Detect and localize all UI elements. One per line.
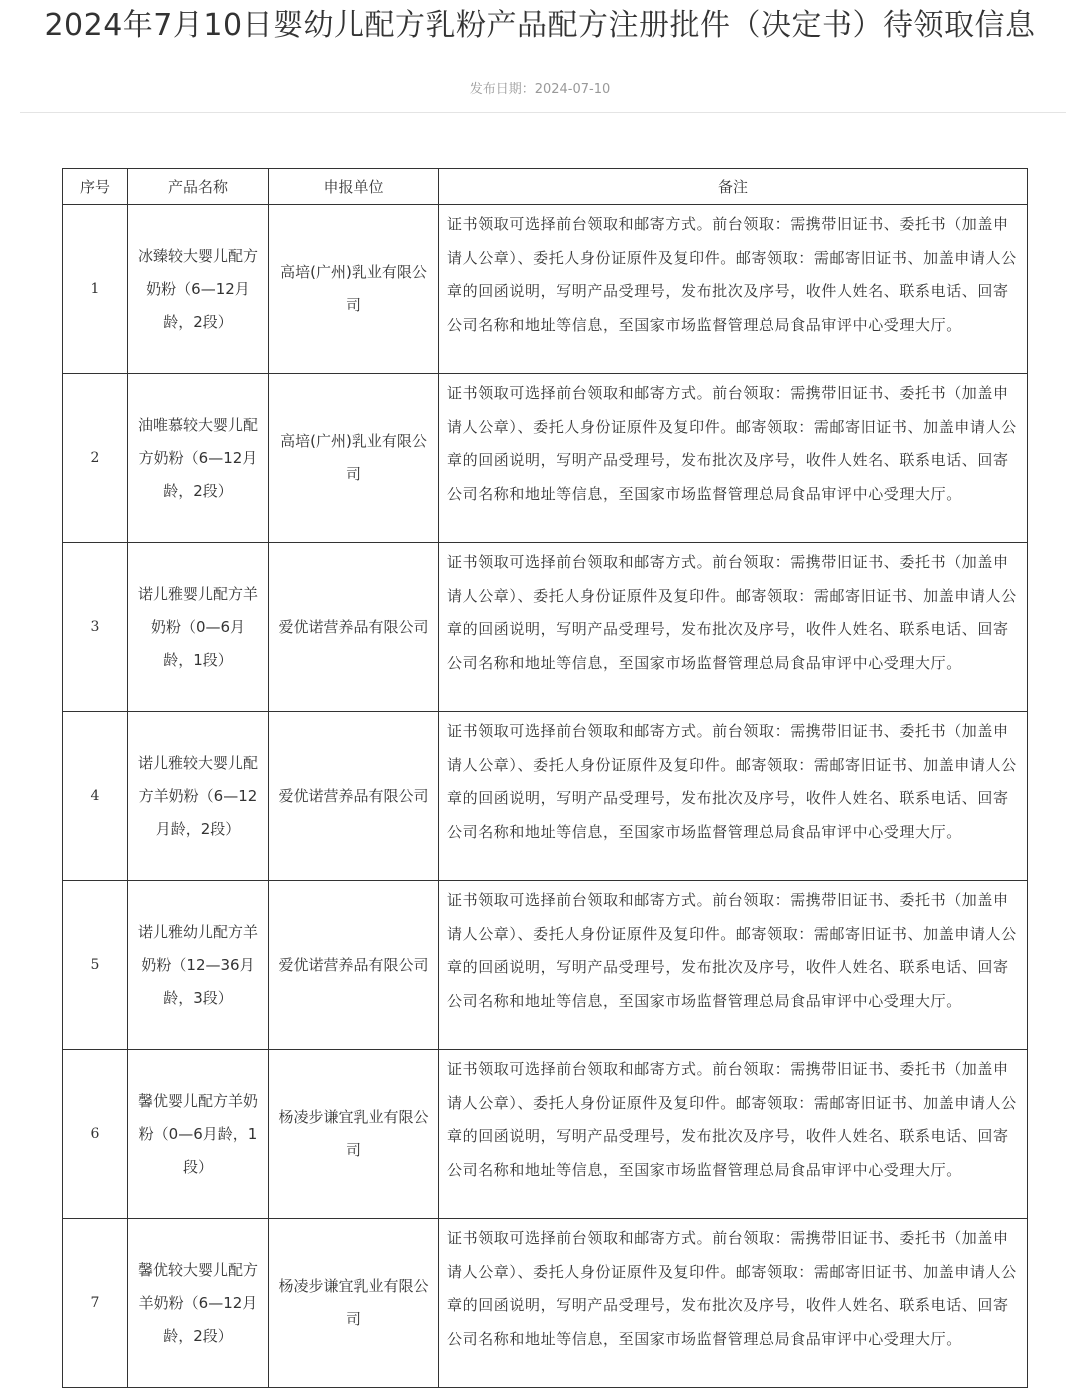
table-row <box>63 881 1028 1050</box>
row-note: 证书领取可选择前台领取和邮寄方式。前台领取：需携带旧证书、委托书（加盖申请人公章）、委托人身份证原件及复印件。邮寄领取：需邮寄旧证书、加盖申请人公章的回函说明，写明产品受理号，发布批次及序号，收件人姓名、联系电话、回寄公司名称和地址等信息，至国家市场监督管理总局食品审评中心受理大厅。 <box>439 374 1028 543</box>
table-row <box>63 712 1028 881</box>
header-product: 产品名称 <box>128 169 269 205</box>
info-table <box>62 168 1028 1388</box>
row-product: 诺儿雅较大婴儿配方羊奶粉（6—12月龄，2段） <box>128 712 269 881</box>
row-index: 7 <box>63 1219 128 1388</box>
row-index: 2 <box>63 374 128 543</box>
header-note: 备注 <box>439 169 1028 205</box>
table-row <box>63 374 1028 543</box>
row-org: 爱优诺营养品有限公司 <box>269 881 439 1050</box>
row-index: 5 <box>63 881 128 1050</box>
row-index: 4 <box>63 712 128 881</box>
row-index: 1 <box>63 205 128 374</box>
table-header-row <box>63 169 1028 205</box>
row-org: 高培(广州)乳业有限公司 <box>269 374 439 543</box>
row-org: 杨凌步谦宜乳业有限公司 <box>269 1050 439 1219</box>
row-product: 油唯慕较大婴儿配方奶粉（6—12月龄，2段） <box>128 374 269 543</box>
row-product: 诺儿雅幼儿配方羊奶粉（12—36月龄，3段） <box>128 881 269 1050</box>
row-note: 证书领取可选择前台领取和邮寄方式。前台领取：需携带旧证书、委托书（加盖申请人公章）、委托人身份证原件及复印件。邮寄领取：需邮寄旧证书、加盖申请人公章的回函说明，写明产品受理号，发布批次及序号，收件人姓名、联系电话、回寄公司名称和地址等信息，至国家市场监督管理总局食品审评中心受理大厅。 <box>439 712 1028 881</box>
divider <box>20 112 1066 113</box>
row-product: 馨优婴儿配方羊奶粉（0—6月龄，1段） <box>128 1050 269 1219</box>
row-org: 杨凌步谦宜乳业有限公司 <box>269 1219 439 1388</box>
row-note: 证书领取可选择前台领取和邮寄方式。前台领取：需携带旧证书、委托书（加盖申请人公章）、委托人身份证原件及复印件。邮寄领取：需邮寄旧证书、加盖申请人公章的回函说明，写明产品受理号，发布批次及序号，收件人姓名、联系电话、回寄公司名称和地址等信息，至国家市场监督管理总局食品审评中心受理大厅。 <box>439 1219 1028 1388</box>
header-index: 序号 <box>63 169 128 205</box>
table-row <box>63 1050 1028 1219</box>
row-index: 3 <box>63 543 128 712</box>
row-index: 6 <box>63 1050 128 1219</box>
row-org: 爱优诺营养品有限公司 <box>269 712 439 881</box>
table-row <box>63 543 1028 712</box>
row-note: 证书领取可选择前台领取和邮寄方式。前台领取：需携带旧证书、委托书（加盖申请人公章）、委托人身份证原件及复印件。邮寄领取：需邮寄旧证书、加盖申请人公章的回函说明，写明产品受理号，发布批次及序号，收件人姓名、联系电话、回寄公司名称和地址等信息，至国家市场监督管理总局食品审评中心受理大厅。 <box>439 205 1028 374</box>
row-note: 证书领取可选择前台领取和邮寄方式。前台领取：需携带旧证书、委托书（加盖申请人公章）、委托人身份证原件及复印件。邮寄领取：需邮寄旧证书、加盖申请人公章的回函说明，写明产品受理号，发布批次及序号，收件人姓名、联系电话、回寄公司名称和地址等信息，至国家市场监督管理总局食品审评中心受理大厅。 <box>439 543 1028 712</box>
row-org: 高培(广州)乳业有限公司 <box>269 205 439 374</box>
row-org: 爱优诺营养品有限公司 <box>269 543 439 712</box>
header-org: 申报单位 <box>269 169 439 205</box>
row-product: 馨优较大婴儿配方羊奶粉（6—12月龄，2段） <box>128 1219 269 1388</box>
table-row <box>63 1219 1028 1388</box>
publish-date: 发布日期：2024-07-10 <box>469 82 611 97</box>
table-row <box>63 205 1028 374</box>
row-note: 证书领取可选择前台领取和邮寄方式。前台领取：需携带旧证书、委托书（加盖申请人公章）、委托人身份证原件及复印件。邮寄领取：需邮寄旧证书、加盖申请人公章的回函说明，写明产品受理号，发布批次及序号，收件人姓名、联系电话、回寄公司名称和地址等信息，至国家市场监督管理总局食品审评中心受理大厅。 <box>439 1050 1028 1219</box>
row-note: 证书领取可选择前台领取和邮寄方式。前台领取：需携带旧证书、委托书（加盖申请人公章）、委托人身份证原件及复印件。邮寄领取：需邮寄旧证书、加盖申请人公章的回函说明，写明产品受理号，发布批次及序号，收件人姓名、联系电话、回寄公司名称和地址等信息，至国家市场监督管理总局食品审评中心受理大厅。 <box>439 881 1028 1050</box>
row-product: 冰臻较大婴儿配方奶粉（6—12月龄，2段） <box>128 205 269 374</box>
page-title: 2024年7月10日婴幼儿配方乳粉产品配方注册批件（决定书）待领取信息 <box>44 8 1036 43</box>
row-product: 诺儿雅婴儿配方羊奶粉（0—6月龄，1段） <box>128 543 269 712</box>
